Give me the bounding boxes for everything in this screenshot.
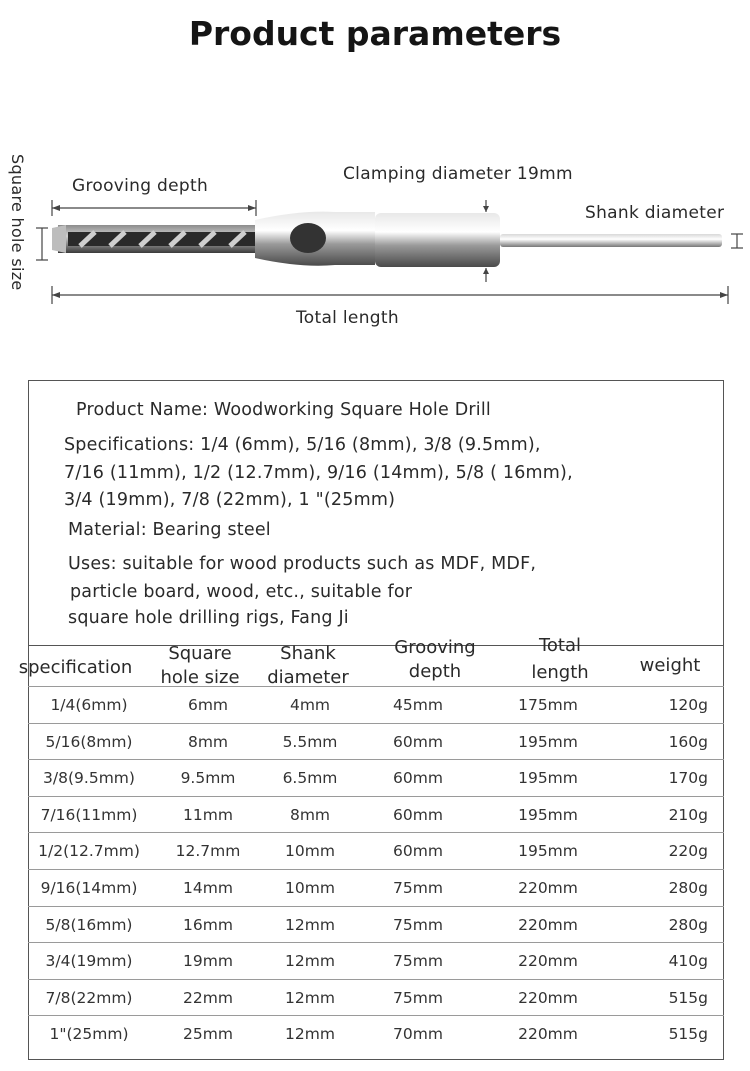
cell-weight: 170g xyxy=(668,769,708,788)
cell-square-hole-size: 22mm xyxy=(183,988,233,1007)
cell-grooving-depth: 45mm xyxy=(393,696,443,714)
header-shank-1: Shank xyxy=(280,643,336,664)
cell-total-length: 195mm xyxy=(518,805,578,824)
cell-grooving-depth: 60mm xyxy=(393,769,443,788)
cell-total-length: 195mm xyxy=(518,732,578,751)
page-title: Product parameters xyxy=(188,14,562,53)
drill-diagram xyxy=(0,140,750,345)
cell-specification: 3/8(9.5mm) xyxy=(43,769,135,788)
header-shank-2: diameter xyxy=(267,667,349,688)
cell-total-length: 220mm xyxy=(518,988,578,1007)
cell-shank-diameter: 12mm xyxy=(285,915,335,934)
uses-line-3: square hole drilling rigs, Fang Ji xyxy=(68,608,349,628)
cell-weight: 220g xyxy=(668,842,708,861)
cell-weight: 515g xyxy=(668,988,708,1007)
header-square-2: hole size xyxy=(160,667,240,688)
spec-line-3: 3/4 (19mm), 7/8 (22mm), 1 "(25mm) xyxy=(64,490,396,510)
header-total-1: Total xyxy=(538,635,582,656)
cell-shank-diameter: 4mm xyxy=(289,696,331,714)
cell-shank-diameter: 12mm xyxy=(285,988,335,1007)
cell-square-hole-size: 6mm xyxy=(187,696,229,714)
cell-shank-diameter: 10mm xyxy=(285,842,335,861)
square-hole-size-label: Square hole size xyxy=(8,154,27,291)
spec-line-1: Specifications: 1/4 (6mm), 5/16 (8mm), 3/8 (9.5mm), xyxy=(64,435,541,455)
cell-shank-diameter: 6.5mm xyxy=(282,769,338,788)
cell-grooving-depth: 70mm xyxy=(393,1025,443,1044)
cell-total-length: 220mm xyxy=(518,915,578,934)
cell-total-length: 195mm xyxy=(518,842,578,861)
table-row xyxy=(28,723,724,760)
cell-shank-diameter: 12mm xyxy=(285,952,335,971)
cell-square-hole-size: 9.5mm xyxy=(180,769,236,788)
cell-shank-diameter: 12mm xyxy=(285,1025,335,1044)
table-row xyxy=(28,869,724,906)
cell-grooving-depth: 60mm xyxy=(393,805,443,824)
cell-total-length: 220mm xyxy=(518,952,578,971)
table-row xyxy=(28,759,724,796)
cell-square-hole-size: 12.7mm xyxy=(175,842,241,861)
cell-grooving-depth: 75mm xyxy=(393,879,443,897)
cell-square-hole-size: 14mm xyxy=(183,879,233,897)
cell-specification: 1/2(12.7mm) xyxy=(38,842,140,861)
table-row xyxy=(28,979,724,1016)
cell-specification: 1/4(6mm) xyxy=(50,696,128,714)
cell-square-hole-size: 8mm xyxy=(187,732,229,751)
uses-line-2: particle board, wood, etc., suitable for xyxy=(70,582,413,602)
cell-shank-diameter: 5.5mm xyxy=(282,732,338,751)
cell-weight: 210g xyxy=(668,805,708,824)
cell-specification: 5/16(8mm) xyxy=(45,732,133,751)
uses-line-1: Uses: suitable for wood products such as MDF, MDF, xyxy=(68,554,537,574)
table-row xyxy=(28,796,724,833)
cell-grooving-depth: 75mm xyxy=(393,988,443,1007)
cell-square-hole-size: 16mm xyxy=(183,915,233,934)
cell-specification: 5/8(16mm) xyxy=(45,915,133,934)
total-length-label: Total length xyxy=(296,308,399,328)
product-name: Product Name: Woodworking Square Hole Drill xyxy=(76,400,491,420)
grooving-depth-label: Grooving depth xyxy=(72,176,209,196)
cell-grooving-depth: 75mm xyxy=(393,915,443,934)
header-grooving-1: Grooving xyxy=(394,637,476,658)
cell-specification: 7/16(11mm) xyxy=(40,805,138,824)
cell-square-hole-size: 19mm xyxy=(183,952,233,971)
table-row xyxy=(28,832,724,869)
cell-total-length: 220mm xyxy=(518,879,578,897)
cell-square-hole-size: 11mm xyxy=(183,805,233,824)
cell-weight: 280g xyxy=(668,915,708,934)
cell-shank-diameter: 8mm xyxy=(289,805,331,824)
cell-weight: 515g xyxy=(668,1025,708,1044)
cell-shank-diameter: 10mm xyxy=(285,879,335,897)
header-grooving-2: depth xyxy=(408,661,462,682)
cell-specification: 7/8(22mm) xyxy=(45,988,133,1007)
header-weight: weight xyxy=(639,655,701,676)
cell-weight: 410g xyxy=(668,952,708,971)
cell-grooving-depth: 75mm xyxy=(393,952,443,971)
cell-specification: 1"(25mm) xyxy=(49,1025,129,1044)
cell-total-length: 220mm xyxy=(518,1025,578,1044)
header-specification: specification xyxy=(18,657,133,678)
cell-weight: 280g xyxy=(668,879,708,897)
cell-specification: 3/4(19mm) xyxy=(45,952,133,971)
spec-line-2: 7/16 (11mm), 1/2 (12.7mm), 9/16 (14mm), 5/8 ( 16mm), xyxy=(64,463,573,483)
table-row xyxy=(28,942,724,979)
cell-total-length: 175mm xyxy=(518,696,578,714)
shank-diameter-label: Shank diameter xyxy=(585,203,725,223)
clamping-diameter-label: Clamping diameter 19mm xyxy=(343,164,573,184)
material: Material: Bearing steel xyxy=(68,520,271,540)
header-square-1: Square xyxy=(168,643,232,664)
header-total-2: length xyxy=(531,662,589,683)
cell-grooving-depth: 60mm xyxy=(393,842,443,861)
table-row xyxy=(28,1015,724,1052)
table-row xyxy=(28,686,724,723)
cell-weight: 120g xyxy=(668,696,708,714)
cell-specification: 9/16(14mm) xyxy=(40,879,138,897)
cell-grooving-depth: 60mm xyxy=(393,732,443,751)
cell-weight: 160g xyxy=(668,732,708,751)
table-row xyxy=(28,906,724,943)
table-header xyxy=(0,635,750,688)
cell-total-length: 195mm xyxy=(518,769,578,788)
cell-square-hole-size: 25mm xyxy=(183,1025,233,1044)
